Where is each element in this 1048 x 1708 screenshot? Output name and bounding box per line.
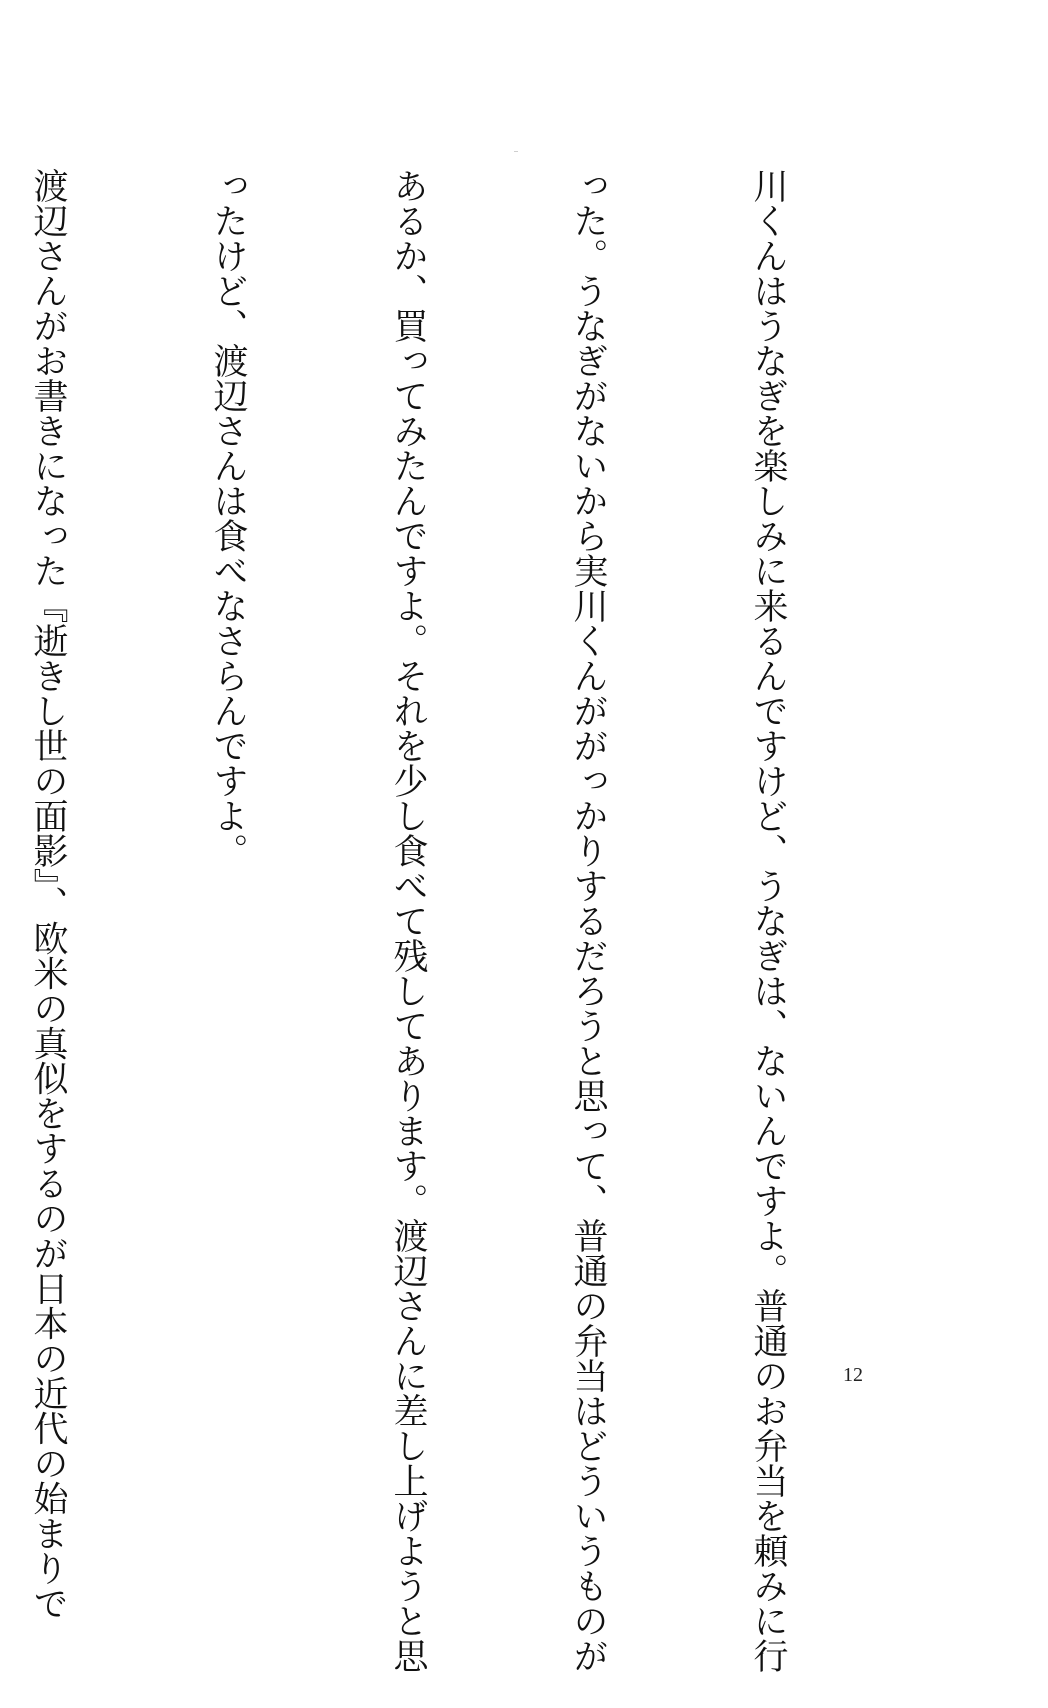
text-line: 渡辺さんがお書きになった『逝きし世の面影』、欧米の真似をするのが日本の近代の始まりで — [28, 168, 68, 1621]
page-number: 12 — [843, 1364, 863, 1386]
text-line: ったけど、渡辺さんは食べなさらんですよ。 — [208, 168, 248, 868]
scan-speck — [514, 151, 518, 152]
text-line: 川くんはうなぎを楽しみに来るんですけど、うなぎは、ないんですよ。普通のお弁当を頼みに行 — [748, 168, 788, 1673]
text-line: あるか、買ってみたんですよ。それを少し食べて残してあります。渡辺さんに差し上げようと思 — [388, 168, 428, 1673]
text-line: った。うなぎがないから実川くんががっかりするだろうと思って、普通の弁当はどういうものが — [568, 168, 608, 1673]
